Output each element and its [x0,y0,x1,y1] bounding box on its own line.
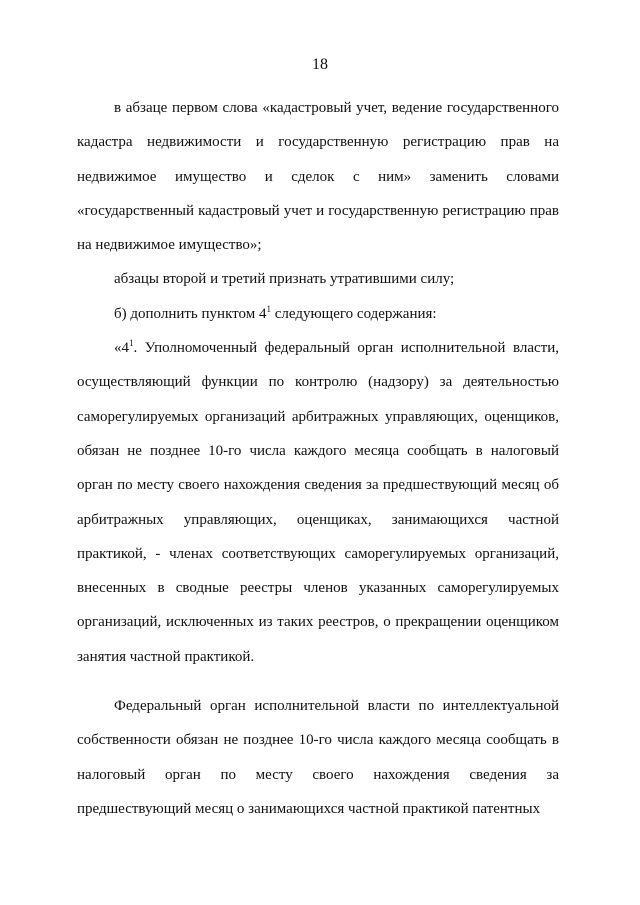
paragraph-add-point [77,297,559,331]
add-point-text-after: следующего содержания: [270,305,437,322]
paragraph-repeal-text: абзацы второй и третий признать утратившими силу; [114,271,455,288]
paragraph-repeal-clauses [77,262,559,296]
point-4-1-open: «4 [114,340,129,357]
page-number: 18 [312,56,328,73]
document-body [77,91,559,826]
superscript-point-number: 1 [266,303,271,314]
superscript-point-4-1: 1 [129,338,134,349]
paragraph-cadastral-wording: в абзаце первом слова «кадастровый учет, ведение государственного кадастра недвижимости и государственную регистрацию прав на недвижимое имущество и сделок с ним» заменить словами «государственный кадастровый учет и государственную регистрацию прав на недвижимое имущество»; [77,100,559,254]
paragraph-point-4-1 [77,331,559,674]
paragraph-intellectual-property: Федеральный орган исполнительной власти по интеллектуальной собственности обязан не позднее 10-го числа каждого месяца сообщать в налоговый орган по месту своего нахождения сведения за предшествующий месяц о занимающихся частной практикой патентных [77,698,559,817]
point-4-1-text: . Уполномоченный федеральный орган исполнительной власти, осуществляющий функции по контролю (надзору) за деятельностью саморегулируемых организаций арбитражных управляющих, оценщиков, обязан не позднее 10-го числа каждого месяца сообщать в налоговый орган по месту своего нахождения сведения за предшествующий месяц об арбитражных управляющих, оценщиках, занимающихся частной практикой, - членах соответствующих саморегулируемых организаций, внесенных в сводные реестры членов указанных саморегулируемых организаций, исключенных из таких реестров, о прекращении оценщиком занятия частной практикой. [77,340,559,665]
add-point-text-before: б) дополнить пунктом 4 [114,305,267,322]
